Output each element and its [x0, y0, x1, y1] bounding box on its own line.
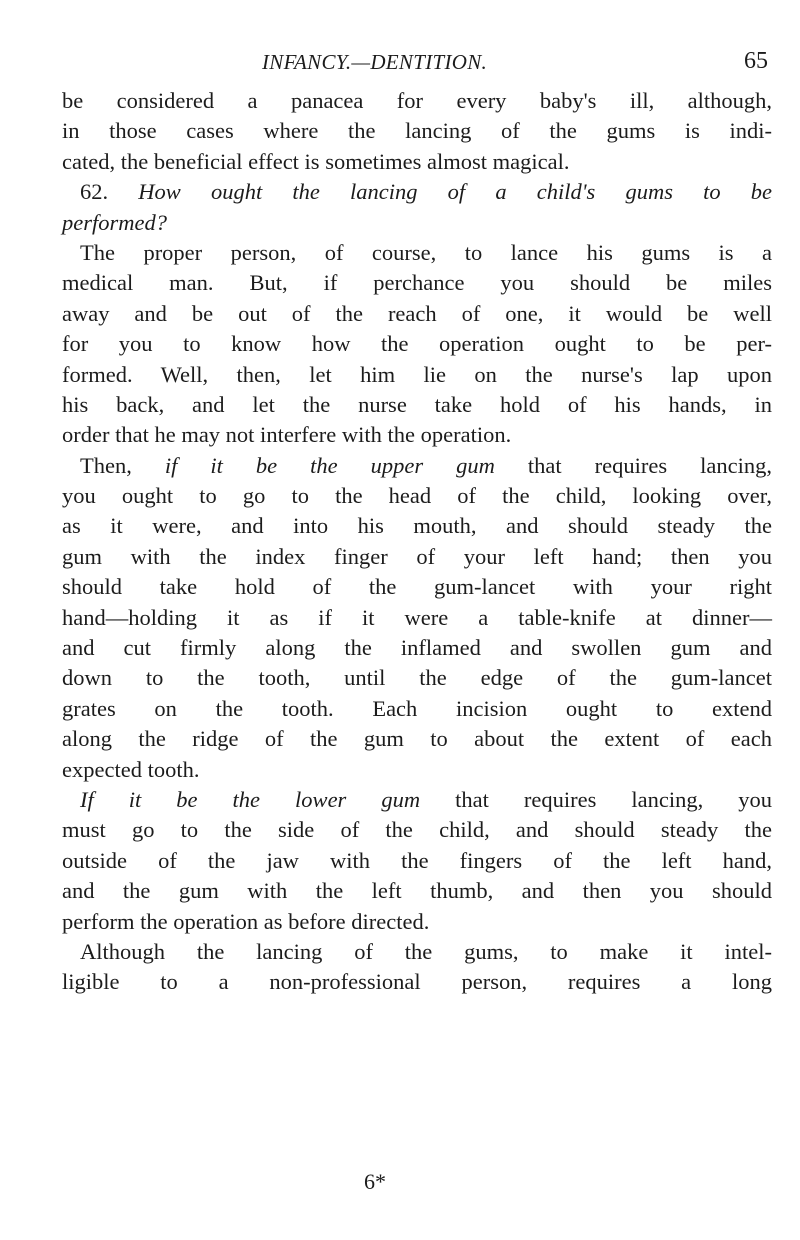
text-run: that requires lancing, — [494, 452, 772, 478]
text-line: as it were, and into his mouth, and should steady the — [62, 513, 772, 539]
question-text: How ought the lancing of a child's gums to be — [138, 179, 773, 205]
text-line: Although the lancing of the gums, to make it intel- — [80, 938, 772, 964]
text-line: in those cases where the lancing of the gums is indi- — [62, 118, 772, 144]
text-line — [62, 451, 772, 481]
page-number: 65 — [744, 48, 768, 74]
text-run: that requires lancing, you — [420, 786, 772, 812]
text-line: away and be out of the reach of one, it would be well — [62, 300, 772, 326]
question-heading-continued — [62, 208, 772, 238]
question-number: 62. — [80, 179, 139, 205]
text-line: medical man. But, if perchance you should be miles — [62, 270, 772, 296]
body-text — [62, 86, 772, 998]
text-line: cated, the beneficial effect is sometimes almost magical. — [62, 148, 570, 174]
text-line: and cut firmly along the inflamed and swollen gum and — [62, 635, 772, 661]
text-line: you ought to go to the head of the child, looking over, — [62, 483, 772, 509]
text-line: The proper person, of course, to lance his gums is a — [80, 239, 772, 265]
text-line: perform the operation as before directed. — [62, 908, 430, 934]
emphasis-upper-gum: if it be the upper gum — [164, 452, 495, 478]
text-line: grates on the tooth. Each incision ought to extend — [62, 695, 772, 721]
text-line: formed. Well, then, let him lie on the nurse's lap upon — [62, 361, 772, 387]
question-text: performed? — [62, 209, 167, 235]
running-title: INFANCY.—DENTITION. — [262, 50, 488, 74]
text-line: outside of the jaw with the fingers of the left hand, — [62, 847, 772, 873]
text-line: gum with the index finger of your left hand; then you — [62, 543, 772, 569]
text-run: Then, — [80, 452, 165, 478]
text-line: ligible to a non-professional person, requires a long — [62, 969, 772, 995]
text-line: expected tooth. — [62, 756, 200, 782]
text-line: down to the tooth, until the edge of the gum-lancet — [62, 665, 772, 691]
text-line: hand—holding it as if it were a table-knife at dinner— — [62, 604, 772, 630]
text-line: be considered a panacea for every baby's ill, although, — [62, 88, 772, 113]
text-line: must go to the side of the child, and should steady the — [62, 817, 772, 843]
emphasis-lower-gum: If it be the lower gum — [80, 786, 421, 812]
text-line: should take hold of the gum-lancet with your right — [62, 574, 772, 600]
text-line — [62, 785, 772, 815]
question-heading — [62, 177, 772, 207]
text-line: his back, and let the nurse take hold of his hands, in — [62, 391, 772, 417]
text-line: along the ridge of the gum to about the extent of each — [62, 726, 772, 752]
text-line: for you to know how the operation ought to be per- — [62, 331, 772, 357]
text-line: and the gum with the left thumb, and then you should — [62, 878, 772, 904]
running-head — [0, 48, 800, 88]
text-line: order that he may not interfere with the operation. — [62, 422, 512, 448]
signature-mark: 6* — [364, 1169, 386, 1194]
